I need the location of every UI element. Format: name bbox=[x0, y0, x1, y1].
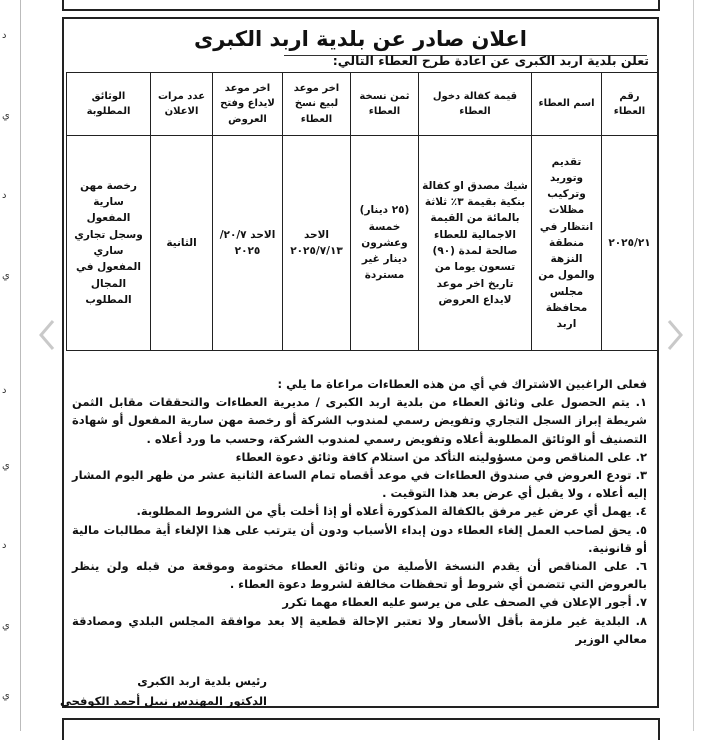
cell-guarantee: شيك مصدق او كفالة بنكية بقيمة ٣٪ ثلاثة بالمائة من القيمة الاجمالية للعطاء صالحة لمدة (٩٠) تسعون يوما من تاريخ اخر موعد لايداع العروض bbox=[419, 136, 532, 351]
next-ad-border bbox=[62, 718, 660, 740]
announcement-title: اعلان صادر عن بلدية اربد الكبرى bbox=[194, 27, 527, 51]
cell-required-documents: رخصة مهن سارية المفعول وسجل تجاري ساري المفعول في المجال المطلوب bbox=[67, 136, 151, 351]
cell-announcement-count: الثانية bbox=[151, 136, 213, 351]
previous-page-arrow[interactable] bbox=[38, 318, 56, 352]
header-copy-price: ثمن نسخة العطاء bbox=[351, 73, 419, 136]
cell-tender-name: تقديم وتوريد وتركيب مظلات انتظار في منطقة النزهة والمول من مجلس محافظة اربد bbox=[532, 136, 602, 351]
margin-mark: د bbox=[2, 540, 7, 551]
neighbor-column-right bbox=[693, 0, 720, 731]
margin-mark: ي bbox=[2, 460, 10, 471]
table-row bbox=[67, 136, 658, 351]
header-sale-deadline: اخر موعد لبيع نسخ العطاء bbox=[283, 73, 351, 136]
header-announcement-count: عدد مرات الاعلان bbox=[151, 73, 213, 136]
condition-item-4: ٤. يهمل أي عرض غير مرفق بالكفالة المذكورة أعلاه أو إذا أخلت بأي من الشروط المطلوبة. bbox=[136, 504, 647, 519]
header-tender-name: اسم العطاء bbox=[532, 73, 602, 136]
margin-mark: د bbox=[2, 385, 7, 396]
signature-name: الدكتور المهندس نبيل أحمد الكوفحي bbox=[59, 694, 267, 708]
chevron-right-icon bbox=[666, 318, 684, 352]
condition-item-5: ٥. يحق لصاحب العمل إلغاء العطاء دون إبداء الأسباب ودون أن يترتب على هذا الإلغاء أية مطالبات مالية أو قانونية. bbox=[72, 522, 647, 555]
tender-announcement bbox=[59, 17, 659, 708]
margin-mark: ي bbox=[2, 110, 10, 121]
conditions-lead: فعلى الراغبين الاشتراك في أي من هذه العطاءات مراعاة ما يلي : bbox=[277, 377, 647, 391]
cell-submit-deadline: الاحد ٢٠/٧/ ٢٠٢٥ bbox=[213, 136, 283, 351]
header-submit-deadline: اخر موعد لايداع وفتح العروض bbox=[213, 73, 283, 136]
condition-item-3: ٣. تودع العروض في صندوق العطاءات في موعد أقصاه تمام الساعة الثانية عشر من ظهر اليوم المشار إليه أعلاه ، ولا يقبل أي عرض بعد هذا التوقيت . bbox=[72, 468, 647, 501]
header-tender-number: رقم العطاء bbox=[602, 73, 658, 136]
signature-block bbox=[57, 671, 267, 711]
conditions-list bbox=[72, 375, 647, 648]
previous-ad-border bbox=[62, 0, 660, 11]
margin-mark: ي bbox=[2, 270, 10, 281]
neighbor-column-left bbox=[0, 0, 21, 731]
header-required-documents: الوثائق المطلوبة bbox=[67, 73, 151, 136]
margin-mark: ي bbox=[2, 690, 10, 701]
condition-item-6: ٦. على المناقص أن يقدم النسخة الأصلية من وثائق العطاء مختومة وموقعة من قبله ولن ينظر بالعروض التي تتضمن أي شروط أو تحفظات مخالفة لشروط دعوة العطاء . bbox=[72, 559, 647, 592]
condition-item-1: ١. يتم الحصول على وثائق العطاء من بلدية اربد الكبرى / مديرية العطاءات والتحققات مقابل الثمن شريطة إبراز السجل التجاري وتفويض رسمي لمندوب الشركة أو رخصة مهن سارية المفعول أو شهادة التصنيف أو الوثائق المطلوبة أعلاه وتفويض رسمي لمندوب الشركة، وحسب ما ورد أعلاه . bbox=[72, 395, 647, 446]
table-header-row bbox=[67, 73, 658, 136]
next-page-arrow[interactable] bbox=[666, 318, 684, 352]
cell-tender-number: ٢٠٢٥/٢١ bbox=[602, 136, 658, 351]
margin-mark: ي bbox=[2, 620, 10, 631]
header-guarantee: قيمة كفالة دخول العطاء bbox=[419, 73, 532, 136]
condition-item-2: ٢. على المناقص ومن مسؤوليته التأكد من استلام كافة وثائق دعوة العطاء bbox=[235, 449, 647, 464]
condition-item-7: ٧. أجور الإعلان في الصحف على من يرسو عليه العطاء مهما تكرر bbox=[282, 595, 647, 610]
announcement-intro: تعلن بلدية اربد الكبرى عن اعادة طرح العطاء التالي: bbox=[332, 53, 649, 68]
margin-mark: د bbox=[2, 190, 7, 201]
cell-copy-price: (٢٥ دينار) خمسة وعشرون دينار غير مستردة bbox=[351, 136, 419, 351]
chevron-left-icon bbox=[38, 318, 56, 352]
tender-table bbox=[66, 72, 658, 351]
cell-sale-deadline: الاحد ٢٠٢٥/٧/١٣ bbox=[283, 136, 351, 351]
signature-role: رئيس بلدية اربد الكبرى bbox=[137, 674, 267, 688]
condition-item-8: ٨. البلدية غير ملزمة بأقل الأسعار ولا تعتبر الإحالة قطعية إلا بعد موافقة المجلس البلدي ومصادقة معالي الوزير bbox=[72, 613, 647, 646]
margin-mark: د bbox=[2, 30, 7, 41]
